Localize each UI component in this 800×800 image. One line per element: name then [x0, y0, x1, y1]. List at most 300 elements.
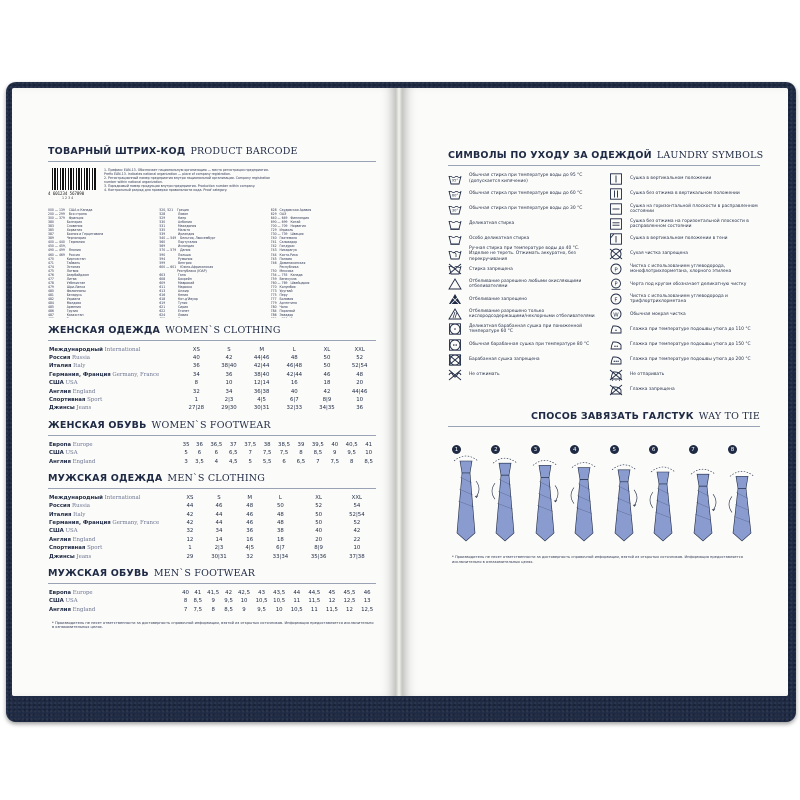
- size-cell: 50: [323, 363, 331, 370]
- size-cell: 52: [353, 520, 361, 527]
- wash-60-icon: [448, 188, 462, 200]
- laundry-item: [448, 337, 599, 352]
- row-label: [48, 441, 180, 449]
- size-cell: S: [227, 346, 231, 353]
- laundry-item: [609, 337, 760, 352]
- size-cell: 36: [192, 363, 200, 370]
- row-label: [48, 396, 180, 404]
- size-cell: S: [217, 494, 221, 501]
- divider: [48, 340, 376, 341]
- size-cell: 9,5: [347, 450, 356, 457]
- size-cell: 42: [186, 520, 194, 527]
- barcode-bars: [52, 168, 96, 190]
- size-cell: 4,5: [229, 458, 238, 465]
- size-cell: 38,5: [278, 441, 291, 448]
- size-cell: 46|48: [286, 363, 303, 370]
- size-cell: 38: [263, 441, 271, 448]
- iron-low-icon: [609, 323, 623, 335]
- size-cell: 46: [246, 511, 254, 518]
- size-cell: 8,5: [313, 450, 323, 457]
- size-cell: 10: [365, 450, 373, 457]
- row-label-ru: США: [49, 528, 64, 535]
- row-label-en: USA: [63, 450, 78, 457]
- drip-dry-vertical-icon: [609, 188, 623, 200]
- divider: [448, 165, 760, 166]
- size-cell: 13: [363, 598, 371, 605]
- divider: [48, 583, 376, 584]
- bleach-oxygen-icon: [448, 308, 462, 320]
- laundry-symbols-grid: [448, 171, 760, 397]
- laundry-item-text: Ручная стирка при температуре воды до 40 °С. Изделие не тереть. Отжимать аккуратно, без перекручивания: [469, 246, 580, 262]
- tie-step-number: 4: [570, 445, 579, 454]
- size-cell: 32|33: [286, 405, 303, 412]
- laundry-item-text: Глажка при температуре подошвы утюга до 150 °С: [630, 341, 751, 347]
- no-dry-clean-icon: [609, 248, 623, 260]
- row-label-ru: США: [49, 598, 64, 605]
- size-cell: 8: [183, 598, 188, 605]
- row-label-ru: США: [49, 450, 64, 457]
- size-cell: 41: [194, 590, 202, 597]
- size-cell: 52: [315, 503, 323, 510]
- divider: [48, 435, 376, 436]
- size-cell: 44: [215, 511, 223, 518]
- barcode-number: 4 601234 567890: [48, 191, 85, 196]
- country-codes-col-1: 000 — 139 США и Канада 200 — 299 Вся страна 300 — 379 Франция 380 Болгария 383 Словения 385 Хорватия 387 Босния и Герцеговина 389 Черногория 400 — 440 Германия 450 — 459, 490 — 499 Япония 460 — 469 Россия 470 Киргизстан 471 Тайвань 474 Эстония 475 Латвия 476 Азербайджан 477 Литва 478 Узбекистан 479 Шри-Ланка 480 Филиппины 481 Беларусь 482 Украина 484 Молдова 485 Армения 486 Грузия 487 Казахстан: [48, 208, 104, 318]
- laundry-col-left: [448, 171, 599, 397]
- wash-95-icon: [448, 173, 462, 185]
- table-row: [48, 388, 376, 396]
- size-cell: 39: [297, 441, 305, 448]
- svg-text:30°: 30°: [451, 208, 459, 213]
- row-label-en: England: [70, 388, 96, 395]
- size-cell: 11: [293, 598, 301, 605]
- size-cell: 30|31: [211, 553, 227, 560]
- size-cell: 42: [225, 354, 233, 361]
- row-label: [48, 346, 180, 354]
- tie-step-number: 3: [531, 445, 540, 454]
- size-cell: XL: [323, 346, 331, 353]
- barcode-section-title: [48, 146, 376, 157]
- tie-step: [487, 445, 523, 545]
- laundry-item: [448, 262, 599, 277]
- size-cell: 4|5: [245, 545, 255, 552]
- table-row: [48, 405, 376, 413]
- no-wash-icon: [448, 263, 462, 275]
- size-cell: 44|46: [351, 388, 368, 395]
- size-cell: 40: [192, 354, 200, 361]
- row-label: [48, 545, 180, 553]
- tie-step: [527, 445, 563, 545]
- size-cell: XS: [192, 346, 200, 353]
- row-label-ru: Германия, Франция: [49, 371, 111, 378]
- table-row: [48, 606, 376, 614]
- women-footwear-table: [48, 441, 376, 466]
- row-label-en: Germany, France: [110, 520, 160, 527]
- size-cell: 50: [315, 511, 323, 518]
- table-row: [48, 371, 376, 379]
- size-cell: 36|38: [253, 388, 270, 395]
- necktie-icon: [566, 453, 602, 545]
- size-cell: 42: [323, 388, 331, 395]
- laundry-title-ru: СИМВОЛЫ ПО УХОДУ ЗА ОДЕЖДОЙ: [448, 150, 652, 161]
- table-row: [48, 458, 376, 466]
- left-page: [12, 88, 396, 696]
- laundry-item-text: Чистка с использованием углеводорода и трифлортрихлорметана: [630, 294, 728, 305]
- laundry-item-text: Обычная мокрая чистка: [630, 311, 686, 317]
- laundry-item-text: Барабанная сушка запрещена: [469, 357, 540, 363]
- size-cell: 22: [353, 536, 361, 543]
- size-cell: 48: [277, 511, 284, 518]
- right-page: [402, 88, 788, 696]
- size-cell: 52|54: [351, 363, 368, 370]
- laundry-title-en: LAUNDRY SYMBOLS: [656, 150, 764, 161]
- table-row: [48, 545, 376, 553]
- barcode-note: Prefix EAN-13. Indicates national organization — place of company registration.: [104, 172, 231, 177]
- row-label-en: Europe: [71, 590, 93, 597]
- men-footwear-table: [48, 589, 376, 614]
- size-cell: 27|28: [188, 405, 205, 412]
- row-label-ru: Англия: [49, 606, 71, 613]
- row-label-ru: Англия: [49, 536, 71, 543]
- wash-delicate-icon: [448, 218, 462, 230]
- size-cell: 7: [248, 450, 252, 457]
- size-cell: 46: [215, 503, 223, 510]
- size-cell: 44,5: [308, 590, 321, 597]
- laundry-item: [609, 322, 760, 337]
- row-label: [48, 458, 180, 466]
- laundry-item-text: Особо деликатная стирка: [469, 236, 530, 242]
- no-iron-icon: [609, 384, 623, 396]
- women-clothing-title-en: WOMEN`S CLOTHING: [165, 325, 281, 336]
- no-tumble-dry-icon: [448, 354, 462, 366]
- tie-step-number: 5: [610, 445, 619, 454]
- laundry-item: [448, 322, 599, 337]
- table-row: [48, 354, 376, 362]
- laundry-item-text: Сушка без отжима в вертикальном положении: [630, 191, 740, 197]
- no-bleach-icon: [448, 293, 462, 305]
- size-cell: 48: [356, 371, 364, 378]
- size-cell: 42|44: [253, 363, 270, 370]
- tumble-dry-normal-icon: [448, 339, 462, 351]
- row-label-ru: Спортивная: [49, 545, 86, 552]
- tie-step: [566, 445, 602, 545]
- size-cell: 18: [323, 380, 331, 387]
- dry-flat-icon: [609, 203, 623, 215]
- row-label-en: Italy: [71, 511, 86, 518]
- size-cell: XS: [186, 494, 194, 501]
- dry-clean-p-icon: [609, 263, 623, 275]
- drip-dry-flat-icon: [609, 218, 623, 230]
- row-label: [48, 519, 180, 527]
- size-cell: 42|44: [286, 371, 303, 378]
- laundry-item-text: Не отпаривать: [630, 372, 665, 378]
- row-label-en: England: [70, 606, 96, 613]
- men-clothing-title-en: MEN`S CLOTHING: [167, 473, 266, 485]
- laundry-item: [609, 382, 760, 397]
- row-label-ru: Англия: [49, 458, 71, 465]
- men-clothing-table: [48, 494, 376, 561]
- no-wring-icon: [448, 369, 462, 381]
- laundry-item-text: Сухая чистка запрещена: [630, 251, 688, 257]
- tie-step-number: 2: [491, 445, 500, 454]
- size-cell: 6|7: [289, 396, 299, 403]
- laundry-item: [609, 186, 760, 201]
- laundry-item-text: Отбеливание запрещено: [469, 296, 527, 302]
- size-cell: 10,5: [290, 606, 303, 613]
- row-label-en: Germany, France: [110, 371, 160, 378]
- size-cell: 54: [353, 503, 361, 510]
- row-label-ru: Италия: [49, 511, 72, 518]
- size-cell: 5: [248, 458, 252, 465]
- hand-wash-icon: [448, 248, 462, 260]
- row-label-ru: Международный: [49, 494, 103, 501]
- tie-step-number: 6: [649, 445, 658, 454]
- necktie-icon: [487, 453, 523, 545]
- size-cell: 34|35: [319, 405, 335, 412]
- laundry-item-text: Глажка запрещена: [630, 387, 675, 393]
- size-cell: L: [278, 494, 282, 501]
- row-label-ru: Италия: [49, 363, 72, 370]
- laundry-item-text: Обычная стирка при температуре воды до 60 °С: [469, 191, 583, 197]
- size-cell: 10: [225, 380, 233, 387]
- wash-30-icon: [448, 203, 462, 215]
- table-row: [48, 598, 376, 606]
- row-label-en: Russia: [70, 354, 91, 361]
- size-cell: 36,5: [210, 441, 223, 448]
- barcode-digit-legend: 1 2 3 4: [62, 196, 74, 200]
- laundry-item-text: Черта под кругом обозначает деликатную чистку: [630, 281, 747, 287]
- laundry-item-text: Сушка в вертикальном положении в тени: [630, 236, 728, 242]
- size-cell: 48: [290, 354, 298, 361]
- necktie-icon: [685, 453, 721, 545]
- size-cell: 46: [363, 590, 371, 597]
- size-cell: 7: [316, 458, 320, 465]
- size-cell: 40: [290, 388, 298, 395]
- dry-shade-icon: [609, 233, 623, 245]
- laundry-item: [609, 367, 760, 382]
- size-cell: 6,5: [229, 450, 238, 457]
- men-footwear-title-en: MEN`S FOOTWEAR: [153, 568, 256, 580]
- tie-step: [685, 445, 721, 545]
- size-cell: 6: [282, 458, 286, 465]
- laundry-item: [609, 262, 760, 277]
- size-cell: 29|30: [221, 405, 237, 412]
- size-cell: 5,5: [262, 458, 272, 465]
- iron-high-icon: [609, 354, 623, 366]
- tie-step: [606, 445, 642, 545]
- size-cell: 41: [365, 441, 373, 448]
- country-codes-col-3: 628 Саудовская Аравия 629 ОАЭ 640 — 649 Финляндия 690 — 699 Китай 700 — 709 Норвегия 729 Израиль 730 — 739 Швеция 740 Гватемала 741 Сальвадор 742 Гондурас 743 Никарагуа 744 Коста-Рика 745 Панама 746 Доминиканская Республика 750 Мексика 754 — 755 Канада 759 Венесуэла 760 — 769 Швейцария 770 Колумбия 773 Уругвай 775 Перу 777 Боливия 779 Аргентина 780 Чили 784 Парагвай 786 Эквадор: [270, 208, 312, 318]
- size-cell: 52: [356, 354, 364, 361]
- size-cell: 9: [242, 606, 246, 613]
- size-cell: 10: [240, 598, 248, 605]
- tie-step-number: 1: [452, 445, 461, 454]
- row-label-ru: Международный: [49, 346, 103, 353]
- row-label-en: England: [70, 458, 96, 465]
- laundry-item: [448, 201, 599, 216]
- row-label: [48, 450, 180, 458]
- size-cell: 8,5: [193, 598, 203, 605]
- laundry-item-text: Обычная барабанная сушка при температуре 80 °С: [469, 341, 590, 347]
- divider: [48, 488, 376, 489]
- row-label: [48, 606, 180, 614]
- size-cell: 42,5: [238, 590, 251, 597]
- table-row: [48, 553, 376, 561]
- size-cell: 35|36: [310, 553, 327, 560]
- size-cell: 33|34: [272, 553, 289, 560]
- row-label-en: Italy: [71, 363, 86, 370]
- size-cell: 8,5: [364, 458, 373, 465]
- size-cell: M: [259, 346, 264, 353]
- laundry-item: [609, 171, 760, 186]
- row-label: [48, 405, 180, 413]
- size-cell: XL: [315, 494, 322, 501]
- size-cell: 6: [197, 450, 202, 457]
- iron-medium-icon: [609, 339, 623, 351]
- laundry-item: [609, 246, 760, 261]
- row-label-en: International: [102, 494, 141, 501]
- size-cell: 43,5: [273, 590, 286, 597]
- size-cell: 40: [182, 590, 189, 597]
- barcode-note: number within national organization.: [104, 180, 163, 185]
- laundry-item-text: Сушка на горизонтальной плоскости в расправленном состоянии: [630, 203, 758, 214]
- wet-clean-icon: [609, 308, 623, 320]
- row-label-en: Europe: [71, 441, 93, 448]
- tie-steps-diagram: [448, 433, 760, 545]
- size-cell: 8|9: [322, 396, 332, 403]
- size-cell: 40: [331, 441, 339, 448]
- table-row: [48, 450, 376, 458]
- size-cell: 7,5: [193, 606, 203, 613]
- size-cell: 48: [277, 520, 284, 527]
- row-label-ru: Германия, Франция: [49, 520, 111, 527]
- svg-text:F: F: [614, 297, 618, 304]
- size-cell: 12: [186, 536, 194, 543]
- size-cell: 14: [215, 536, 223, 543]
- size-cell: 2|3: [224, 396, 234, 403]
- size-cell: 32: [192, 388, 200, 395]
- row-label: [48, 363, 180, 371]
- svg-text:60°: 60°: [451, 193, 459, 198]
- table-row: [48, 494, 376, 502]
- size-cell: 8|9: [314, 545, 323, 552]
- size-cell: 50: [315, 520, 323, 527]
- laundry-item-text: Чистка с использованием углеводорода, монофлотрихлорметана, хлорного этилена: [630, 263, 732, 275]
- svg-text:W: W: [613, 312, 619, 319]
- women-footwear-title-en: WOMEN`S FOOTWEAR: [151, 420, 271, 432]
- laundry-item-text: Обычная стирка при температуре воды до 30 °С: [469, 206, 583, 212]
- size-cell: 12: [328, 598, 336, 605]
- barcode-note: 4. Контрольный разряд для проверки правильности кода. Proof category.: [104, 188, 228, 193]
- size-cell: 30|31: [253, 405, 270, 412]
- laundry-item: [609, 352, 760, 367]
- row-label-ru: Джинсы: [49, 553, 75, 560]
- svg-text:P: P: [614, 267, 618, 274]
- size-cell: 35: [182, 441, 190, 448]
- women-clothing-title-ru: ЖЕНСКАЯ ОДЕЖДА: [48, 325, 161, 336]
- size-cell: 41,5: [207, 590, 220, 597]
- table-row: [48, 511, 376, 519]
- size-cell: 12|14: [253, 380, 270, 387]
- row-label-en: Jeans: [74, 553, 92, 560]
- size-cell: 12: [346, 606, 353, 613]
- size-cell: 40: [315, 528, 323, 535]
- barcode-title-ru: ТОВАРНЫЙ ШТРИХ-КОД: [48, 146, 186, 157]
- size-cell: 40,5: [345, 441, 358, 448]
- size-cell: 3: [184, 458, 188, 465]
- laundry-item: [448, 171, 599, 186]
- divider: [48, 161, 376, 162]
- row-label-en: USA: [63, 598, 78, 605]
- row-label: [48, 589, 180, 597]
- tie-step-number: 8: [728, 445, 737, 454]
- size-cell: 9,5: [257, 606, 266, 613]
- line-dry-vertical-icon: [609, 173, 623, 185]
- laundry-item-text: Стирка запрещена: [469, 266, 513, 272]
- country-codes-col-2: 520, 521 Греция 528 Ливан 529 Кипр 530 Албания 531 Македония 535 Мальта 539 Ирландия 540 — 549 Бельгия, Люксембург 560 Португалия 569 Исландия 570 — 579 Дания 590 Польша 594 Румыния 599 Венгрия 600 — 601 Южно-Африканская Республика (ЮАР) 603 Гана 608 Бахрейн 609 Маврикий 611 Марокко 613 Алжир 616 Кения 618 Кот-д'Ивуар 619 Тунис 621 Сирия 622 Египет 624 Ливия: [159, 208, 216, 318]
- row-label-en: England: [70, 536, 96, 543]
- size-cell: 46: [323, 371, 331, 378]
- size-cell: 38|40: [221, 363, 237, 370]
- size-cell: 10: [353, 545, 361, 552]
- size-cell: 42: [353, 528, 361, 535]
- size-cell: 8: [349, 458, 354, 465]
- laundry-section-title: [448, 150, 764, 161]
- women-clothing-title: [48, 325, 376, 336]
- laundry-item: [609, 231, 760, 246]
- size-cell: 6,5: [296, 458, 306, 465]
- tie-step-number: 7: [689, 445, 698, 454]
- table-row: [48, 536, 376, 544]
- size-cell: 8: [194, 380, 199, 387]
- size-cell: 44: [215, 520, 223, 527]
- row-label: [48, 503, 180, 511]
- row-label: [48, 388, 180, 396]
- size-cell: 1: [194, 396, 199, 403]
- size-cell: 43: [258, 590, 266, 597]
- size-cell: 6|7: [276, 545, 285, 552]
- size-cell: 38|40: [253, 371, 270, 378]
- row-label-en: USA: [63, 528, 78, 535]
- size-cell: 36: [356, 405, 364, 412]
- row-label-ru: Англия: [49, 388, 71, 395]
- size-cell: 16: [290, 380, 298, 387]
- size-cell: 37: [229, 441, 237, 448]
- right-footnote: * Производитель не несет ответственности за достоверность справочной информации, взятой из открытых источников. Информация предоставляется исключительно в ознакомительных целях.: [452, 555, 743, 564]
- laundry-item-text: Сушка в вертикальном положении: [630, 175, 712, 181]
- laundry-item: [448, 277, 599, 292]
- table-row: [48, 441, 376, 449]
- row-label: [48, 354, 180, 362]
- barcode-notes: [104, 168, 376, 198]
- tie-step: [645, 445, 681, 545]
- size-cell: 36: [246, 528, 254, 535]
- no-steam-icon: [609, 369, 623, 381]
- size-cell: 34: [215, 528, 223, 535]
- size-cell: 10: [356, 396, 364, 403]
- size-cell: 38: [277, 528, 284, 535]
- row-label-ru: США: [49, 380, 64, 387]
- tie-title-ru: СПОСОБ ЗАВЯЗАТЬ ГАЛСТУК: [530, 411, 694, 423]
- size-cell: 9: [333, 450, 337, 457]
- row-label-ru: Европа: [49, 441, 72, 448]
- size-cell: 7,5: [262, 450, 272, 457]
- size-cell: 3,5: [195, 458, 204, 465]
- table-row: [48, 346, 376, 354]
- tumble-dry-low-icon: [448, 323, 462, 335]
- size-cell: 12,5: [361, 606, 374, 613]
- size-cell: 50: [323, 354, 331, 361]
